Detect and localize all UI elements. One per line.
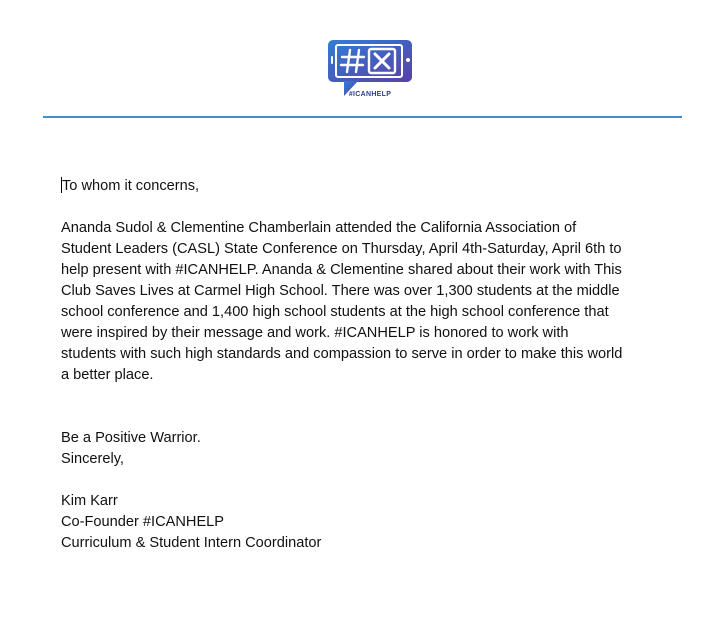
letter-paragraph xyxy=(61,218,691,386)
sign-off: Sincerely, xyxy=(61,451,124,467)
body-line: Club Saves Lives at Carmel High School. There was over 1,300 students at the middle xyxy=(61,283,620,299)
body-line: a better place. xyxy=(61,367,154,383)
letter-body xyxy=(61,176,691,554)
body-line: Ananda Sudol & Clementine Chamberlain attended the California Association of xyxy=(61,220,577,236)
signer-name: Kim Karr xyxy=(61,493,118,509)
signer-title: Co-Founder #ICANHELP xyxy=(61,514,225,530)
body-line: help present with #ICANHELP. Ananda & Clementine shared about their work with This xyxy=(61,262,622,278)
body-line: school conference and 1,400 high school students at the high school conference that xyxy=(61,304,609,320)
closing-line: Be a Positive Warrior. xyxy=(61,430,201,446)
logo-caption: #ICANHELP xyxy=(348,91,392,98)
body-line: Student Leaders (CASL) State Conference on Thursday, April 4th-Saturday, April 6th to xyxy=(61,241,622,257)
salutation: To whom it concerns, xyxy=(62,178,200,194)
body-line: students with such high standards and compassion to serve in order to make this world xyxy=(61,346,623,362)
icanhelp-logo xyxy=(322,38,418,108)
signer-role: Curriculum & Student Intern Coordinator xyxy=(61,535,322,551)
body-line: were inspired by their message and work. #ICANHELP is honored to work with xyxy=(61,325,569,341)
header-divider xyxy=(43,116,682,118)
